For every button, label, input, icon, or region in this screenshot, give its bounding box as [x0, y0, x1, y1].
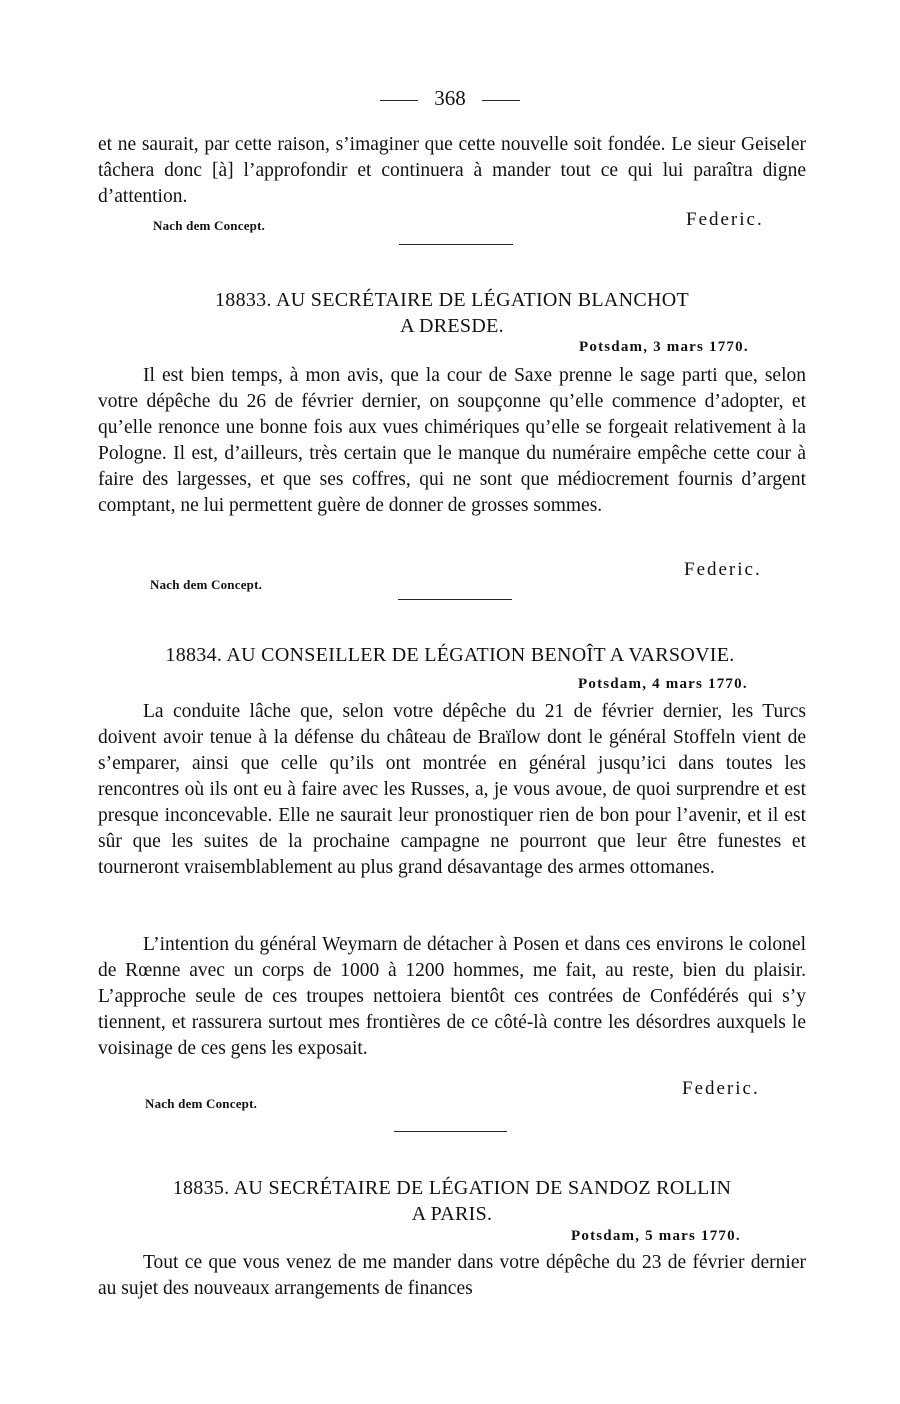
- letter-18833-dateline: Potsdam, 3 mars 1770.: [579, 339, 749, 355]
- letter-18833-heading-line2: A DRESDE.: [400, 315, 504, 337]
- letter-18835-heading-line1: 18835. AU SECRÉTAIRE DE LÉGATION DE SANDOZ ROLLIN: [172, 1177, 732, 1199]
- letter-18834-heading-line1: 18834. AU CONSEILLER DE LÉGATION BENOÎT A VARSOVIE.: [165, 644, 735, 666]
- letter-18835-heading-line2: A PARIS.: [411, 1203, 493, 1225]
- continuation-signature: Federic.: [686, 209, 764, 230]
- letter-18834-source: Nach dem Concept.: [145, 1096, 258, 1111]
- letter-18833-source: Nach dem Concept.: [150, 577, 263, 592]
- letter-18833-paragraph: Il est bien temps, à mon avis, que la cour de Saxe prenne le sage parti que, selon votre dépêche du 26 de février dernier, on soupçonne qu’elle commence d’adopter, et qu’elle renonce une bonne fois aux vues chimériques qu’elle se forgeait relativement à la Pologne. Il est, d’ailleurs, très certain que le manque du numéraire empêche cette cour à faire des largesses, et que ses coffres, qui ne sont que médiocrement fournis d’argent comptant, ne lui permettent guère de donner de grosses sommes.: [98, 365, 806, 516]
- separator-rule: [398, 599, 512, 600]
- page-number: [0, 86, 900, 111]
- page-number-dash-right: [482, 100, 520, 101]
- continuation-source: Nach dem Concept.: [153, 218, 266, 233]
- letter-18835-dateline: Potsdam, 5 mars 1770.: [571, 1228, 741, 1244]
- letter-18834-dateline: Potsdam, 4 mars 1770.: [578, 676, 748, 692]
- letter-18833-heading-line1: 18833. AU SECRÉTAIRE DE LÉGATION BLANCHOT: [214, 289, 689, 311]
- letter-18834-signature: Federic.: [682, 1078, 760, 1099]
- continuation-text: et ne saurait, par cette raison, s’imaginer que cette nouvelle soit fondée. Le sieur Geiseler tâchera donc [à] l’approfondir et continuera à mander tout ce qui lui paraîtra digne d’attention.: [98, 134, 806, 207]
- separator-rule: [399, 244, 513, 245]
- page-number-text: 368: [434, 86, 466, 110]
- letter-18835-paragraph: Tout ce que vous venez de me mander dans votre dépêche du 23 de février dernier au sujet des nouveaux arrangements de finances: [98, 1252, 806, 1299]
- letter-18833-signature: Federic.: [684, 559, 762, 580]
- separator-rule: [394, 1131, 507, 1132]
- page-number-dash-left: [380, 100, 418, 101]
- letter-18834-paragraph-2: L’intention du général Weymarn de détacher à Posen et dans ces environs le colonel de Rœnne avec un corps de 1000 à 1200 hommes, me fait, au reste, bien du plaisir. L’approche seule de ces troupes nettoiera bientôt ces contrées de Confédérés qui s’y tiennent, et rassurera surtout mes frontières de ce côté-là contre les désordres auxquels le voisinage de ces gens les exposait.: [98, 934, 806, 1059]
- letter-18834-paragraph-1: La conduite lâche que, selon votre dépêche du 21 de février dernier, les Turcs doivent avoir tenue à la défense du château de Braïlow dont le général Stoffeln vient de s’emparer, ainsi que celle qu’ils ont montrée en général jusqu’ici dans toutes les rencontres où ils ont eu à faire avec les Russes, a, je vous avoue, de quoi surprendre et est presque inconcevable. Elle ne saurait leur pronostiquer rien de bon pour l’avenir, et il est sûr que les suites de la prochaine campagne ne pourront que leur être funestes et tourneront vraisemblablement au plus grand désavantage des armes ottomanes.: [98, 701, 806, 878]
